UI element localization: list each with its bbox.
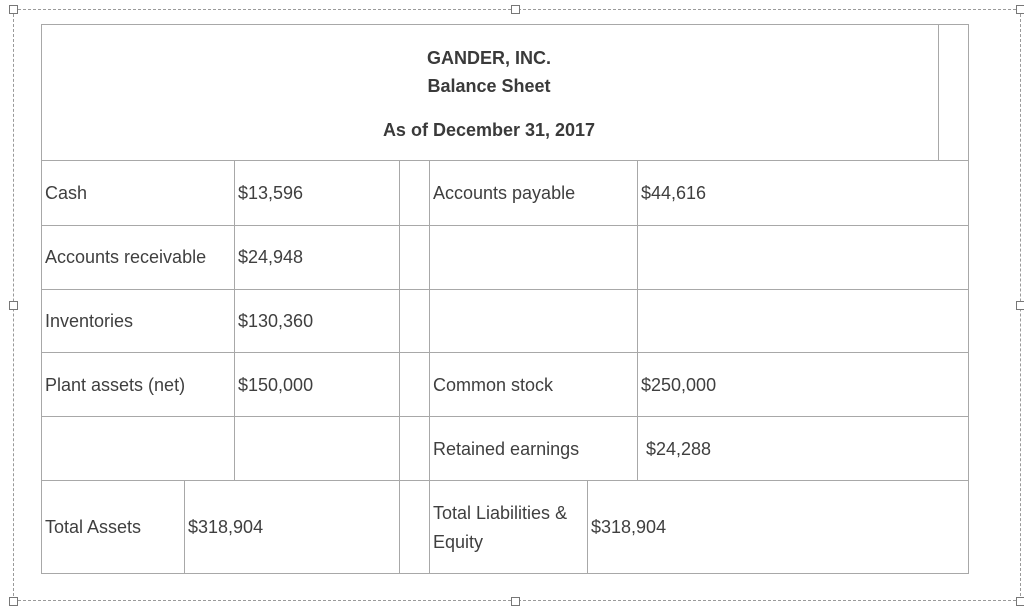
header-divider (938, 24, 939, 161)
cell-total-liabilities-label-line2: Equity (433, 532, 484, 552)
cell-accounts-payable-label: Accounts payable (433, 183, 576, 203)
row-line (41, 225, 969, 226)
row-line (41, 352, 969, 353)
cell-accounts-payable-value: $44,616 (641, 183, 707, 203)
row-line (41, 160, 969, 161)
col-line (184, 480, 185, 574)
cell-common-stock-label: Common stock (433, 375, 554, 395)
col-line (234, 160, 235, 481)
cell-total-assets-label: Total Assets (45, 517, 142, 537)
cell-total-assets-value: $318,904 (188, 517, 264, 537)
resize-handle-middle-left[interactable] (9, 301, 18, 310)
resize-handle-top-left[interactable] (9, 5, 18, 14)
cell-inventories-value: $130,360 (238, 311, 314, 331)
row-line (41, 416, 969, 417)
resize-handle-bottom-middle[interactable] (511, 597, 520, 606)
cell-retained-earnings-value: $24,288 (646, 439, 712, 459)
cell-accounts-receivable-label: Accounts receivable (45, 247, 207, 267)
company-name: GANDER, INC. (426, 48, 551, 68)
cell-cash-value: $13,596 (238, 183, 304, 203)
col-line (429, 160, 430, 574)
table-border-left (41, 24, 42, 574)
resize-handle-top-middle[interactable] (511, 5, 520, 14)
cell-inventories-label: Inventories (45, 311, 134, 331)
table-border-top (41, 24, 969, 25)
cell-plant-assets-label: Plant assets (net) (45, 375, 186, 395)
cell-plant-assets-value: $150,000 (238, 375, 314, 395)
cell-retained-earnings-label: Retained earnings (433, 439, 580, 459)
cell-cash-label: Cash (45, 183, 88, 203)
col-line (587, 480, 588, 574)
row-line (41, 289, 969, 290)
table-border-bottom (41, 573, 969, 574)
cell-total-liabilities-value: $318,904 (591, 517, 667, 537)
resize-handle-middle-right[interactable] (1016, 301, 1024, 310)
resize-handle-top-right[interactable] (1016, 5, 1024, 14)
col-line (399, 160, 400, 574)
statement-date: As of December 31, 2017 (382, 120, 596, 140)
row-line (41, 480, 969, 481)
cell-common-stock-value: $250,000 (641, 375, 717, 395)
col-line (637, 160, 638, 481)
table-border-right (968, 24, 969, 574)
statement-title: Balance Sheet (427, 76, 551, 96)
resize-handle-bottom-right[interactable] (1016, 597, 1024, 606)
cell-total-liabilities-label-line1: Total Liabilities & (433, 503, 568, 523)
resize-handle-bottom-left[interactable] (9, 597, 18, 606)
cell-accounts-receivable-value: $24,948 (238, 247, 304, 267)
